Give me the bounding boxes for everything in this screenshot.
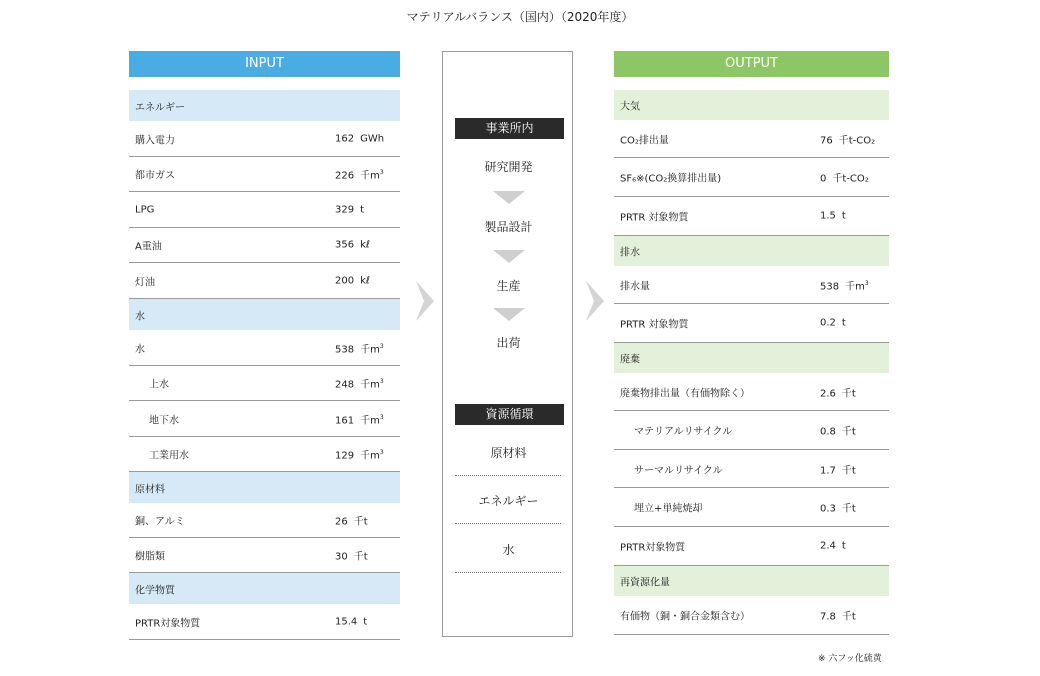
down-arrow-icon (493, 308, 525, 321)
onsite-label: 事業所内 (455, 118, 564, 139)
divider (455, 572, 561, 573)
row-value (820, 131, 875, 146)
value-unit: 千t (841, 465, 856, 476)
value-number: 161 (335, 415, 355, 426)
section-header (614, 566, 889, 596)
divider (455, 475, 561, 476)
cycle-energy: エネルギー (478, 494, 539, 508)
chevron-right-icon (584, 281, 604, 321)
chevron-right-icon (414, 281, 434, 321)
row-value (335, 513, 368, 528)
row-value (820, 211, 846, 222)
row-value (820, 608, 856, 623)
value-unit: GWh (360, 133, 385, 144)
section-header (614, 90, 889, 120)
row-label: 埋立+単純焼却 (634, 503, 703, 515)
value-unit: 千m (360, 450, 380, 462)
process-box (442, 51, 573, 637)
table-row (614, 411, 889, 450)
section-header (129, 299, 400, 330)
table-row (614, 450, 889, 488)
value-unit: 千t (841, 426, 856, 438)
table-row (614, 527, 889, 566)
table-row (614, 266, 889, 304)
section-header (614, 236, 889, 266)
value-unit: 千t (841, 388, 856, 399)
step-production: 生産 (496, 279, 521, 293)
value-unit: 千m (360, 415, 380, 426)
section-label: 水 (135, 311, 145, 322)
step-rd: 研究開発 (484, 160, 533, 174)
table-row (129, 604, 400, 640)
value-number: 538 (820, 281, 840, 292)
table-row (129, 538, 400, 573)
row-label: サーマルリサイクル (634, 465, 723, 476)
row-label: 都市ガス (135, 170, 175, 182)
value-unit: 千m (360, 344, 380, 355)
row-value (335, 204, 364, 215)
row-value (820, 541, 846, 552)
section-label: 原材料 (135, 484, 165, 495)
value-number: 0.3 (820, 503, 836, 515)
down-arrow-icon (493, 191, 525, 204)
row-label: PRTR 対象物質 (620, 212, 689, 224)
row-label: 灯油 (135, 277, 155, 288)
section-label: 化学物質 (135, 585, 175, 596)
table-row (129, 157, 400, 192)
row-label: 水 (135, 344, 145, 355)
table-row (129, 437, 400, 472)
value-unit: 千t (353, 551, 368, 563)
section-label: 排水 (620, 247, 640, 259)
section-label: 廃棄 (620, 354, 640, 366)
value-number: 2.4 (820, 540, 836, 552)
value-unit: t (841, 210, 846, 222)
value-number: 200 (335, 275, 355, 286)
table-row (129, 121, 400, 157)
value-number: 538 (335, 344, 355, 355)
table-row (614, 373, 889, 411)
table-row (129, 503, 400, 538)
row-value (335, 616, 367, 627)
value-number: 2.6 (820, 388, 836, 399)
unit-superscript: 3 (379, 169, 384, 177)
divider (455, 523, 561, 524)
row-label: マテリアルリサイクル (634, 426, 733, 438)
section-header (614, 343, 889, 373)
value-number: 7.8 (820, 611, 836, 623)
row-label: 工業用水 (149, 450, 189, 462)
row-label: A重油 (135, 241, 162, 253)
row-label: LPG (135, 204, 155, 215)
row-label: 購入電力 (135, 135, 175, 146)
value-number: 0 (820, 173, 827, 185)
value-number: 129 (335, 450, 355, 462)
row-value (335, 548, 368, 563)
row-label: 地下水 (149, 415, 179, 426)
step-design: 製品設計 (484, 220, 533, 234)
input-header: INPUT (129, 51, 400, 77)
cycle-materials: 原材料 (490, 446, 527, 460)
section-header (129, 472, 400, 503)
output-panel (614, 90, 889, 639)
row-value (335, 275, 370, 286)
value-number: 15.4 (335, 616, 358, 627)
row-label: PRTR対象物質 (620, 542, 686, 554)
row-label: 上水 (149, 379, 169, 391)
value-number: 356 (335, 239, 355, 251)
row-value (820, 461, 856, 476)
value-number: 226 (335, 170, 355, 182)
value-unit: 千m (845, 281, 865, 292)
section-header (129, 573, 400, 604)
value-unit: t (841, 540, 846, 552)
down-arrow-icon (493, 250, 525, 263)
row-label: PRTR 対象物質 (620, 319, 689, 331)
page-title: マテリアルバランス（国内）（2020年度） (406, 10, 634, 24)
unit-superscript: 3 (379, 449, 384, 457)
value-unit: 千m (360, 379, 380, 391)
table-row (614, 488, 889, 527)
value-unit: t (360, 204, 365, 215)
cycle-water: 水 (502, 543, 515, 557)
value-unit: t (363, 616, 368, 627)
row-value (820, 170, 869, 185)
row-value (335, 447, 384, 462)
step-shipping: 出荷 (496, 336, 521, 350)
table-row (129, 228, 400, 263)
recycle-label: 資源循環 (455, 404, 564, 425)
table-row (129, 366, 400, 401)
unit-superscript: 3 (379, 342, 384, 350)
row-value (820, 423, 856, 438)
value-number: 162 (335, 133, 355, 144)
unit-superscript: 3 (379, 378, 384, 386)
table-row (614, 197, 889, 236)
output-header: OUTPUT (614, 51, 889, 77)
row-label: 廃棄物排出量（有価物除く） (620, 388, 750, 399)
input-panel (129, 90, 400, 639)
value-unit: 千t (841, 611, 856, 623)
value-unit: t (841, 317, 846, 329)
table-row (614, 120, 889, 158)
value-number: 1.5 (820, 210, 836, 222)
row-value (820, 500, 856, 515)
value-unit: 千t (353, 516, 368, 528)
row-label: 樹脂類 (135, 551, 165, 563)
row-label: 銅、アルミ (135, 516, 185, 528)
section-label: 大気 (620, 101, 640, 113)
value-unit: 千t-CO₂ (832, 173, 869, 185)
row-label: 有価物（銅・銅合金類含む） (620, 611, 750, 623)
row-value (335, 411, 384, 426)
row-value (820, 384, 856, 399)
unit-superscript: 3 (864, 279, 869, 287)
table-row (129, 192, 400, 228)
section-header (129, 90, 400, 121)
table-row (129, 330, 400, 366)
value-number: 0.2 (820, 317, 836, 329)
value-number: 0.8 (820, 426, 836, 438)
table-row (129, 263, 400, 299)
value-unit: 千m (360, 170, 380, 182)
unit-superscript: 3 (379, 413, 384, 421)
section-label: エネルギー (135, 102, 185, 113)
value-number: 30 (335, 551, 348, 563)
value-unit: kℓ (360, 239, 371, 251)
section-label: 再資源化量 (620, 577, 670, 589)
row-label: CO₂排出量 (620, 135, 669, 146)
table-row (614, 304, 889, 343)
value-number: 26 (335, 516, 348, 528)
row-value (335, 240, 370, 251)
footnote: ※ 六フッ化硫黄 (818, 654, 882, 664)
row-value (335, 133, 384, 144)
row-value (335, 167, 384, 182)
value-unit: 千t (841, 503, 856, 515)
row-value (335, 376, 384, 391)
table-row (129, 401, 400, 437)
row-label: PRTR対象物質 (135, 618, 201, 629)
value-unit: 千t-CO₂ (838, 135, 876, 146)
value-number: 329 (335, 204, 355, 215)
row-value (335, 340, 384, 355)
row-label: 排水量 (620, 281, 650, 292)
row-value (820, 277, 869, 292)
table-row (614, 596, 889, 635)
value-number: 76 (820, 135, 833, 146)
value-number: 1.7 (820, 465, 836, 476)
value-number: 248 (335, 379, 355, 391)
value-unit: kℓ (360, 275, 371, 286)
row-value (820, 318, 846, 329)
row-label: SF₆※(CO₂換算排出量) (620, 173, 722, 185)
table-row (614, 158, 889, 197)
